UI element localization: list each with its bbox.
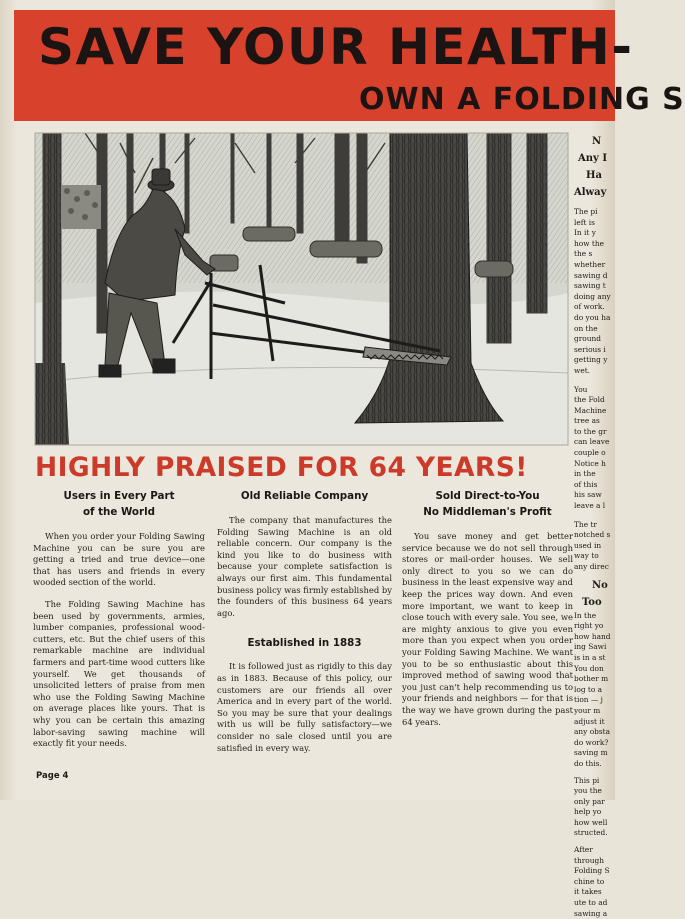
main-headline: HIGHLY PRAISED FOR 64 YEARS! <box>35 452 528 483</box>
right-text-block-6: After through Folding S chine to it takes ute to ad sawing a <box>574 845 610 918</box>
right-text-block-5: This pi you the only par help yo how well structed. <box>574 775 608 838</box>
column-heading: Sold Direct-to-You No Middleman's Profit <box>423 490 552 518</box>
man-sawing-tree-with-folding-sawing-machine-icon <box>35 133 568 445</box>
right-heading: N <box>592 136 602 147</box>
right-heading: No <box>592 579 608 591</box>
column-company <box>217 488 392 764</box>
title-banner <box>14 10 685 121</box>
paragraph: The company that manufactures the Folding Sawing Machine is an old reliable concern. Our company is the kind you like to do business with because your complete satisfaction is always our first aim. This fundamental business policy was firmly established by the founders of this business 64 years ago. <box>217 515 393 618</box>
paragraph: You save money and get better service because we do not sell through stores or mail-order houses. We sell only direct to you so we can do business in the least expensive way and keep the prices way down. And even more important, we want to keep in close touch with every sale. You see, we are mighty anxious to give you even more than you expect when you order your Folding Sawing Machine. We want you to be so enthusiastic about this improved method of sawing wood that you just can't help recommending us to your friends and neighbors — for that is the way we have grown during the past 64 years. <box>402 531 573 727</box>
right-heading: Too <box>582 596 602 608</box>
right-heading: Ha <box>586 170 602 181</box>
banner-title: SAVE YOUR HEALTH- <box>38 18 634 76</box>
column-heading: Users in Every Part of the World <box>63 490 175 518</box>
column-heading: Old Reliable Company <box>240 490 369 502</box>
column-subheading: Established in 1883 <box>247 637 362 650</box>
column-users <box>33 488 205 760</box>
woodcut-illustration <box>35 133 568 445</box>
right-text-block-2: You the Fold Machine tree as to the gr can leave couple o Notice h in the of this his saw leave a l <box>574 384 610 511</box>
banner-subtitle: OWN A FOLDING S <box>359 82 685 117</box>
right-text-block-1: The pi left is In it y how the the s whether sawing d sawing t doing any of work. do you ha on the ground serious i getting y wet. <box>574 207 611 375</box>
column-direct-sale <box>402 488 573 738</box>
right-heading: Alway <box>574 187 607 198</box>
right-text-block-3: The tr notched s used in way to any direc <box>574 519 611 571</box>
page-number: Page 4 <box>36 771 69 781</box>
paragraph: The Folding Sawing Machine has been used by governments, armies, lumber companies, professional wood-cutters, etc. But the chief users of this remarkable machine are individual farmers and part-time wood cutters like yourself. We get thousands of unsolicited letters of praise from men who use the Folding Sawing Machine on average places like yours. That is why you can be certain this amazing labor-saving sawing machine will exactly fit your needs. <box>33 598 205 749</box>
right-heading: Any I <box>578 153 607 164</box>
paragraph: It is followed just as rigidly to this day as in 1883. Because of this policy, our customers are our friends all over America and in every part of the world. So you may be sure that your dealings with us will be fully satisfactory—we consider no sale closed until you are satisfied in every way. <box>217 661 392 753</box>
right-column-partial <box>574 133 615 918</box>
right-text-block-4: In the right yo how hand ing Sawi is in a st You don bother m log to a tion — j your m adjust it any obsta do work? saving m do this. <box>574 610 611 768</box>
paragraph: When you order your Folding Sawing Machine you can be sure you are getting a tried and true device—one that has users and friends in every wooded section of the world. <box>33 531 205 588</box>
